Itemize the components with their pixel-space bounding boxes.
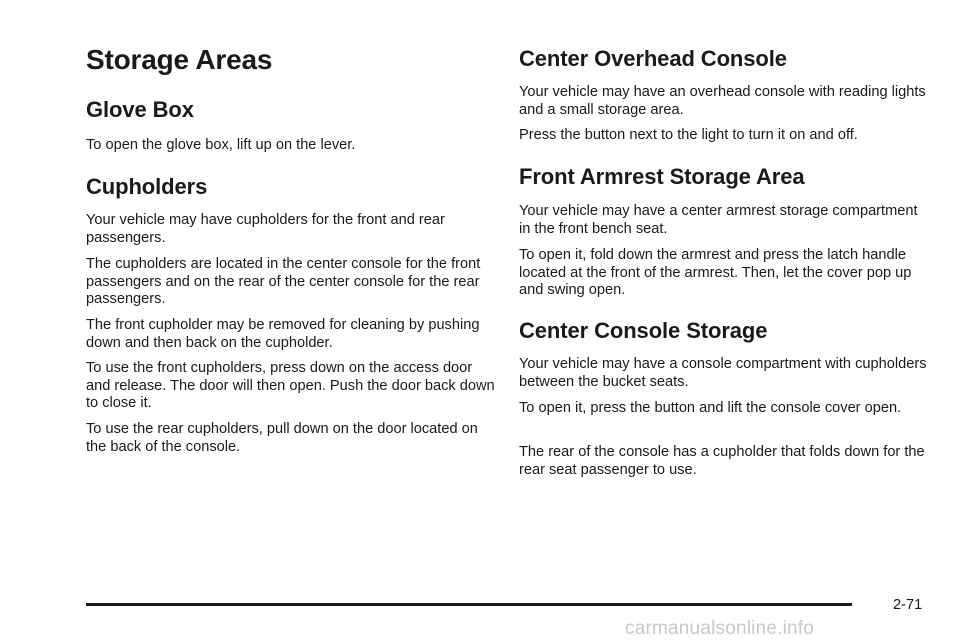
- heading-glove-box: Glove Box: [86, 97, 194, 122]
- paragraph: To open it, fold down the armrest and press the latch handle located at the front of the armrest. Then, let the cover pop up and swing open.: [519, 247, 912, 298]
- paragraph: Press the button next to the light to turn it on and off.: [519, 127, 858, 143]
- watermark-text: carmanualsonline.info: [625, 618, 815, 639]
- footer-rule: [86, 603, 852, 606]
- heading-center-console-storage: Center Console Storage: [519, 318, 768, 343]
- heading-front-armrest-storage: Front Armrest Storage Area: [519, 164, 805, 189]
- paragraph: Your vehicle may have a center armrest storage compartment in the front bench seat.: [519, 203, 918, 237]
- heading-center-overhead-console: Center Overhead Console: [519, 46, 787, 71]
- page-number: 2-71: [893, 597, 923, 613]
- paragraph: To use the rear cupholders, pull down on the door located on the back of the console.: [86, 421, 478, 455]
- page-title: Storage Areas: [86, 44, 273, 75]
- paragraph: The rear of the console has a cupholder that folds down for the rear seat passenger to use.: [519, 444, 925, 478]
- paragraph: To open it, press the button and lift the console cover open.: [519, 400, 902, 416]
- paragraph: To open the glove box, lift up on the lever.: [86, 137, 356, 153]
- paragraph: Your vehicle may have cupholders for the front and rear passengers.: [86, 212, 445, 246]
- paragraph: To use the front cupholders, press down on the access door and release. The door will then open. Push the door back down to close it.: [86, 360, 495, 411]
- paragraph: The front cupholder may be removed for cleaning by pushing down and then back on the cupholder.: [86, 317, 480, 351]
- paragraph: Your vehicle may have an overhead console with reading lights and a small storage area.: [519, 84, 926, 118]
- paragraph: The cupholders are located in the center console for the front passengers and on the rear of the center console for the rear passengers.: [86, 256, 481, 307]
- paragraph: Your vehicle may have a console compartment with cupholders between the bucket seats.: [519, 356, 927, 390]
- heading-cupholders: Cupholders: [86, 174, 208, 199]
